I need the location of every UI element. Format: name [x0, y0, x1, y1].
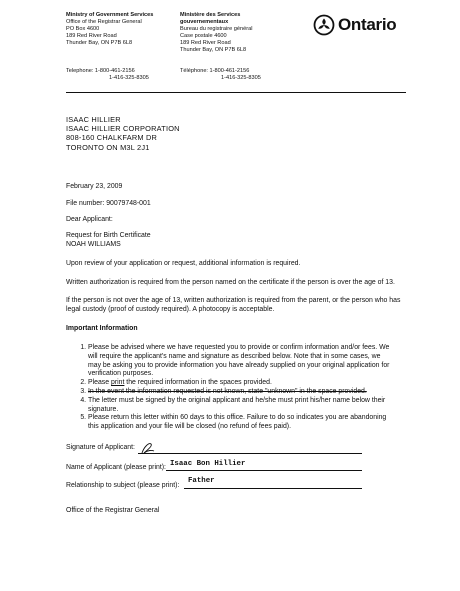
relationship-line [184, 488, 362, 489]
phone-fr [180, 68, 290, 82]
recipient-address [66, 115, 266, 152]
salutation: Dear Applicant: [66, 216, 113, 223]
phone-en-1: Telephone: 1-800-461-2156 [66, 68, 135, 74]
phone-fr-1: Téléphone: 1-800-461-2156 [180, 68, 250, 74]
recipient-street: 808-160 CHALKFARM DR [66, 133, 158, 143]
phone-en-2: 1-416-325-8305 [109, 75, 149, 81]
re-block [66, 232, 151, 250]
city-fr: Thunder Bay, ON P7B 6L8 [180, 47, 247, 53]
recipient-name: ISAAC HILLIER [66, 115, 121, 124]
re-request: Request for Birth Certificate [66, 232, 151, 239]
po-box-fr: Case postale 4600 [180, 33, 227, 39]
name-line [166, 470, 362, 471]
name-label: Name of Applicant (please print): [66, 464, 166, 471]
ministry-en: Ministry of Government Services [66, 12, 154, 18]
letter-date: February 23, 2009 [66, 183, 123, 190]
street-fr: 189 Red River Road [180, 40, 231, 46]
print-emphasis: print [110, 379, 125, 387]
signature-label: Signature of Applicant: [66, 444, 135, 451]
ministry-fr-2: gouvernementaux [180, 19, 229, 25]
list-item: 2. Please print the required information in the spaces provided. [88, 379, 390, 388]
po-box-en: PO Box 4600 [66, 26, 100, 32]
signature-line[interactable] [138, 453, 362, 454]
office-en: Office of the Registrar General [66, 19, 142, 25]
relationship-value[interactable]: Father [188, 477, 215, 485]
office-fr: Bureau du registraire général [180, 26, 253, 32]
ontario-logo [313, 14, 413, 38]
important-list [72, 344, 390, 432]
file-number: File number: 90079748-001 [66, 200, 151, 207]
list-item: 5. Please return this letter within 60 days to this office. Failure to do so indicates you are abandoning this application and your file will be closed (no refund of fees paid). [88, 414, 390, 432]
recipient-city: TORONTO ON M3L 2J1 [66, 142, 150, 152]
city-en: Thunder Bay, ON P7B 6L8 [66, 40, 133, 46]
list-item: 3. In the event the information requested is not known, state "unknown" in the space provided. [88, 388, 390, 397]
header-en [66, 12, 171, 47]
ontario-trillium-icon [313, 14, 335, 36]
header-fr [180, 12, 285, 54]
street-en: 189 Red River Road [66, 33, 117, 39]
intro-text: Upon review of your application or request, additional information is required. [66, 260, 301, 267]
ministry-fr-1: Ministère des Services [180, 12, 241, 18]
relationship-label: Relationship to subject (please print): [66, 482, 180, 489]
list-item: 4. The letter must be signed by the original applicant and he/she must print his/her name below their signature. [88, 397, 390, 415]
name-value[interactable]: Isaac Bon Hillier [170, 460, 246, 468]
recipient-company: ISAAC HILLIER CORPORATION [66, 124, 180, 134]
ontario-wordmark: Ontario [338, 15, 397, 34]
paragraph-custody: If the person is not over the age of 13, written authorization is required from the parent, or the person who has legal custody (proof of custody required). A photocopy is acceptable. [66, 297, 401, 313]
header-rule [66, 92, 406, 93]
re-subject: NOAH WILLIAMS [66, 240, 121, 248]
important-heading: Important Information [66, 325, 138, 332]
list-item: 1. Please be advised where we have requested you to provide or confirm information and/or fees. We will require the applicant's name and signature as described below. Note that in some cases, we may be asking you to provide information you have already supplied on your original application for verification purposes. [88, 344, 390, 379]
phone-fr-2: 1-416-325-8305 [221, 75, 261, 81]
footer-office: Office of the Registrar General [66, 507, 160, 514]
phone-en [66, 68, 176, 82]
paragraph-authorization: Written authorization is required from the person named on the certificate if the person is over the age of 13. [66, 279, 395, 286]
